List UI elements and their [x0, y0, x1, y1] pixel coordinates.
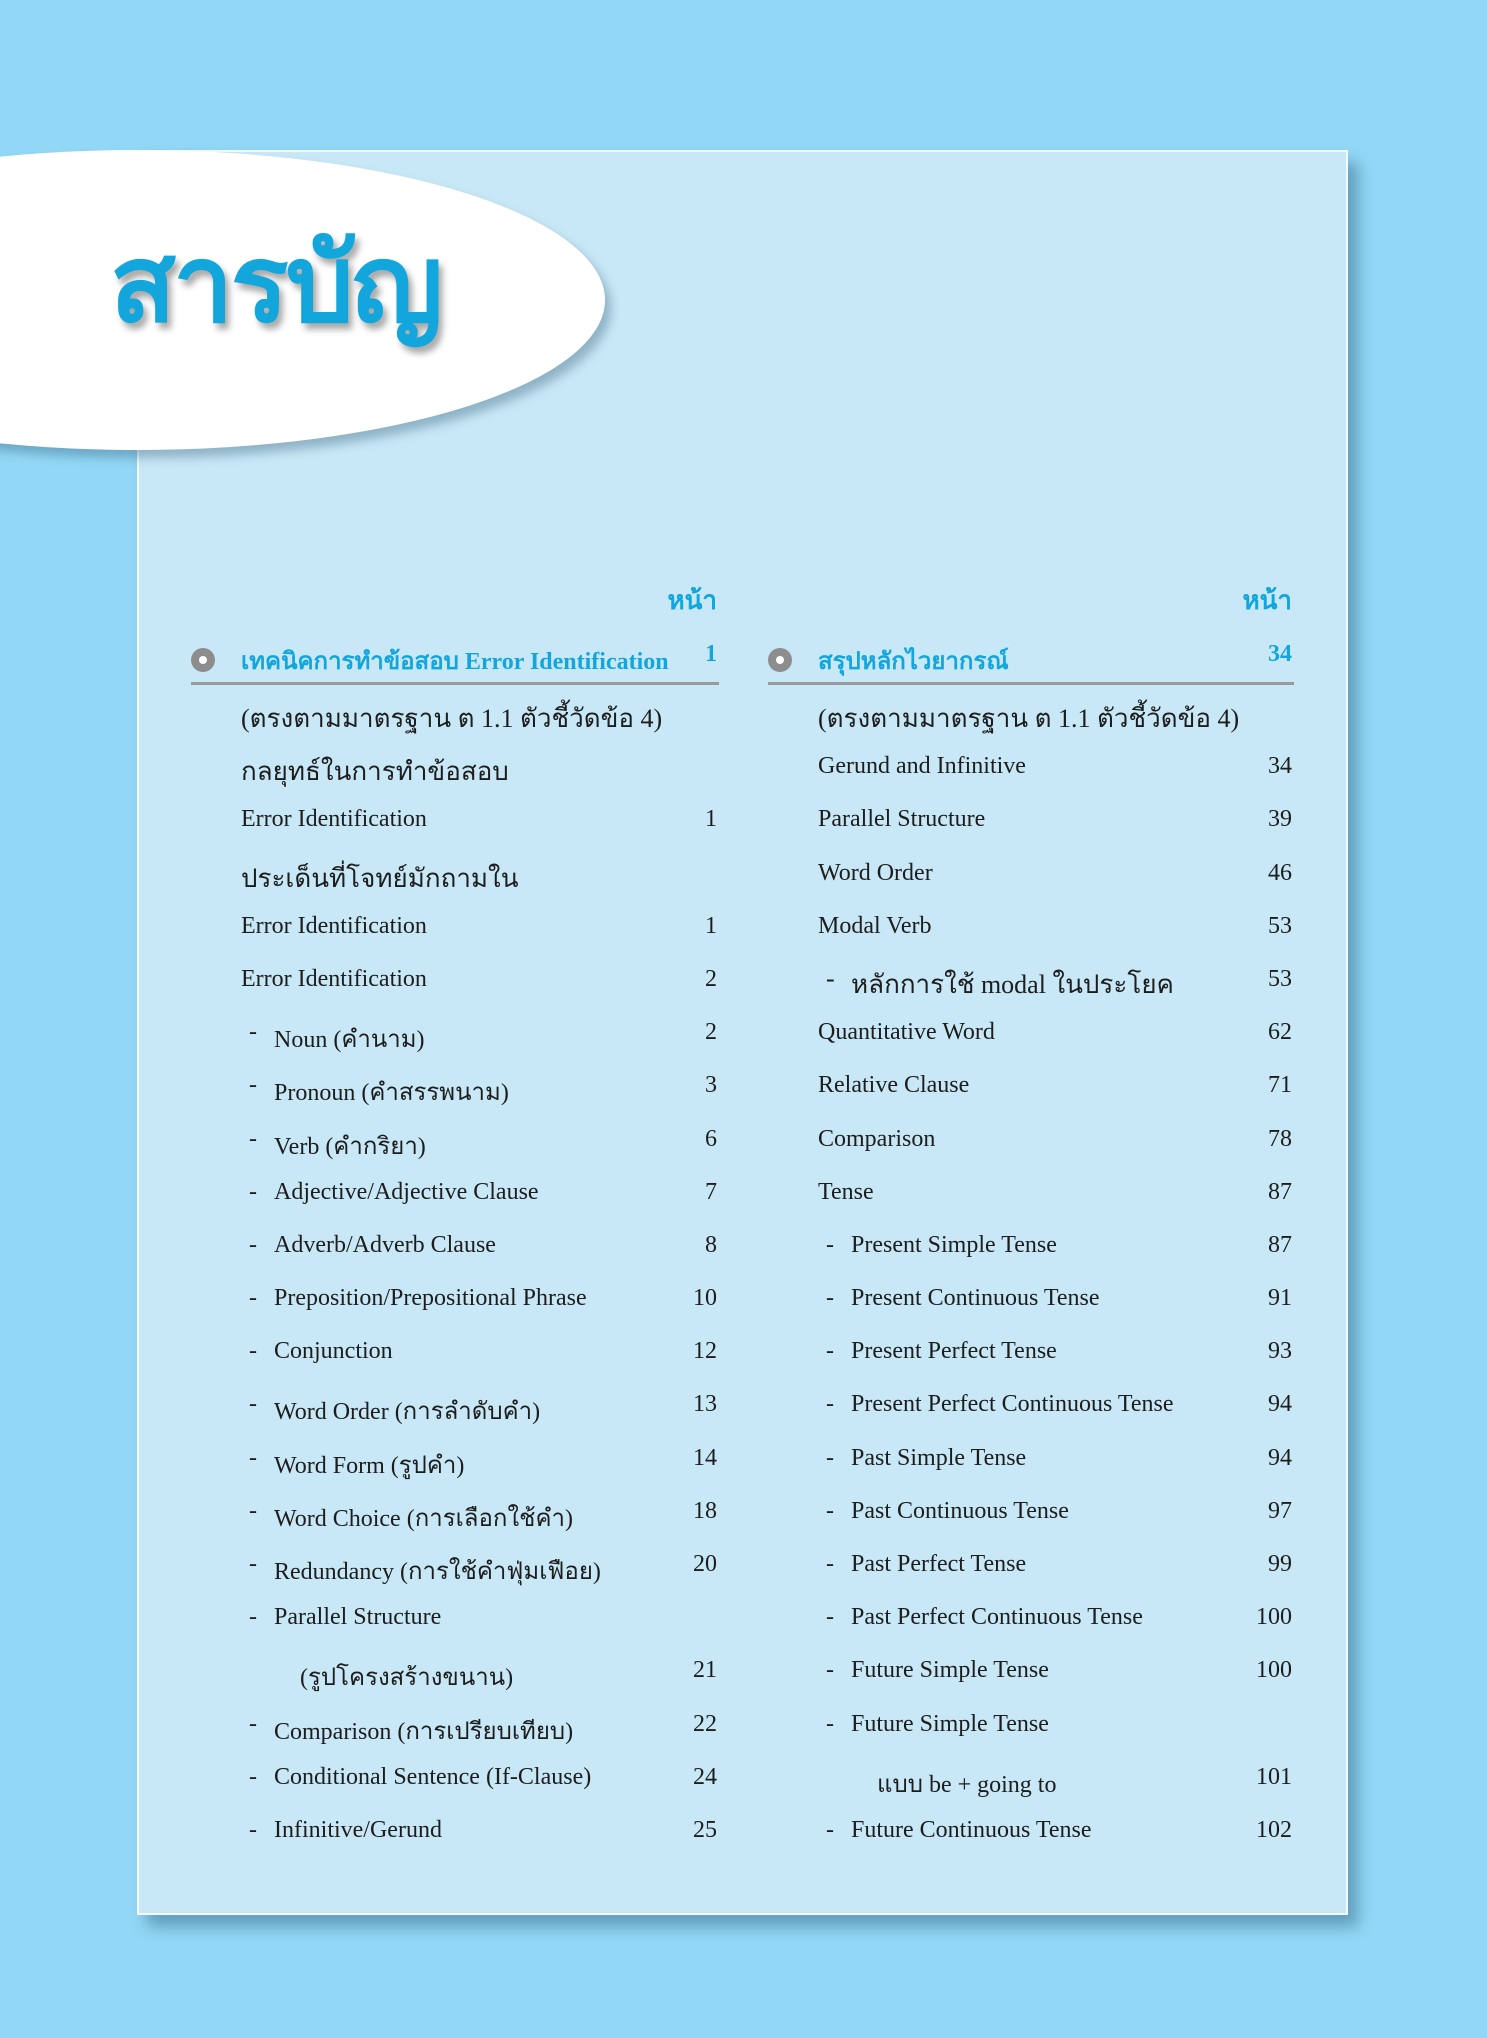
entry-label: - Infinitive/Gerund	[274, 1817, 442, 1844]
toc-entry[interactable]	[191, 848, 719, 901]
section-page: 34	[1268, 641, 1292, 667]
entry-page: 13	[693, 1391, 717, 1418]
toc-entry[interactable]	[191, 1167, 719, 1220]
entry-label: Relative Clause	[818, 1072, 970, 1099]
toc-entry[interactable]	[768, 741, 1294, 794]
toc-entry[interactable]	[768, 1805, 1294, 1858]
entry-label: Modal Verb	[818, 912, 932, 939]
toc-entry[interactable]	[191, 1220, 719, 1273]
entry-label: - Future Continuous Tense	[851, 1817, 1092, 1844]
toc-entry[interactable]	[768, 1645, 1294, 1698]
toc-entry[interactable]	[191, 1645, 719, 1698]
toc-entry[interactable]	[768, 1114, 1294, 1167]
entry-label: (ตรงตามมาตรฐาน ต 1.1 ตัวชี้วัดข้อ 4)	[818, 704, 1240, 733]
entry-label: - หลักการใช้ modal ในประโยค	[851, 964, 1174, 1005]
toc-entry[interactable]	[191, 794, 719, 847]
entry-label: - Preposition/Prepositional Phrase	[274, 1285, 587, 1312]
entry-page: 20	[693, 1551, 717, 1577]
entry-page: 53	[1268, 965, 1292, 992]
toc-entry[interactable]	[191, 1592, 719, 1645]
entry-page: 7	[705, 1178, 717, 1205]
entry-page: 78	[1268, 1125, 1292, 1152]
entry-page: 2	[705, 1019, 717, 1046]
entry-label: - Pronoun (คำสรรพนาม)	[274, 1072, 509, 1111]
entry-label: - Past Simple Tense	[851, 1445, 1026, 1472]
entry-page: 91	[1268, 1285, 1292, 1312]
section-title: เทคนิคการทำข้อสอบ Error Identification	[241, 649, 669, 675]
toc-entry[interactable]	[768, 1326, 1294, 1379]
entry-label: - Adverb/Adverb Clause	[274, 1232, 496, 1259]
toc-entry[interactable]	[191, 688, 719, 741]
toc-entry[interactable]	[768, 1379, 1294, 1432]
entry-label: - Word Choice (การเลือกใช้คำ)	[274, 1498, 573, 1537]
entry-page: 71	[1268, 1072, 1292, 1099]
entry-label: - Future Simple Tense	[851, 1711, 1049, 1738]
entry-page: 93	[1268, 1338, 1292, 1365]
entry-page: 6	[705, 1125, 717, 1152]
entry-label: - Present Continuous Tense	[851, 1285, 1100, 1312]
entry-label: Gerund and Infinitive	[818, 753, 1026, 780]
toc-entry[interactable]	[768, 794, 1294, 847]
toc-entry[interactable]	[191, 1433, 719, 1486]
toc-entry[interactable]	[768, 1486, 1294, 1539]
entry-page: 100	[1256, 1604, 1292, 1631]
toc-entry[interactable]	[191, 1114, 719, 1167]
entry-label: - Redundancy (การใช้คำฟุ่มเฟือย)	[274, 1551, 601, 1590]
entry-label: (ตรงตามมาตรฐาน ต 1.1 ตัวชี้วัดข้อ 4)	[241, 704, 663, 733]
entry-page: 24	[693, 1763, 717, 1790]
toc-entry[interactable]	[191, 741, 719, 794]
bullet-icon	[768, 648, 792, 672]
toc-entry[interactable]	[191, 1805, 719, 1858]
entry-label: Tense	[818, 1178, 874, 1205]
entry-page: 18	[693, 1497, 717, 1524]
entry-page: 25	[693, 1816, 717, 1843]
toc-entry[interactable]	[768, 1060, 1294, 1113]
entry-page: 100	[1256, 1657, 1292, 1684]
toc-entry[interactable]	[191, 1699, 719, 1752]
entry-label: Error Identification	[241, 806, 427, 833]
entry-label: - Present Perfect Tense	[851, 1338, 1057, 1365]
toc-entry[interactable]	[191, 1539, 719, 1592]
toc-entry[interactable]	[768, 1752, 1294, 1805]
toc-entry[interactable]	[768, 1167, 1294, 1220]
toc-entry[interactable]	[768, 848, 1294, 901]
entry-page: 2	[705, 965, 717, 992]
entry-label: - Verb (คำกริยา)	[274, 1126, 426, 1165]
entry-label: - Parallel Structure	[274, 1604, 441, 1631]
entry-label: - Adjective/Adjective Clause	[274, 1179, 539, 1206]
toc-entry[interactable]	[768, 1220, 1294, 1273]
entry-page: 39	[1268, 806, 1292, 833]
entry-page: 21	[693, 1657, 717, 1684]
entry-label: - Past Continuous Tense	[851, 1498, 1069, 1525]
entry-page: 94	[1268, 1444, 1292, 1471]
toc-entry[interactable]	[768, 1592, 1294, 1645]
entry-label: - Comparison (การเปรียบเทียบ)	[274, 1711, 573, 1750]
entry-page: 3	[705, 1072, 717, 1099]
section-page: 1	[705, 641, 717, 667]
toc-entry[interactable]	[191, 1273, 719, 1326]
toc-entry[interactable]	[191, 1486, 719, 1539]
entry-page: 101	[1256, 1763, 1292, 1790]
entry-label: Parallel Structure	[818, 806, 986, 833]
toc-entry[interactable]	[768, 688, 1294, 741]
toc-entry[interactable]	[191, 1326, 719, 1379]
toc-entry[interactable]	[191, 1060, 719, 1113]
entry-page: 10	[693, 1285, 717, 1312]
toc-entry[interactable]	[768, 1007, 1294, 1060]
toc-entry[interactable]	[191, 954, 719, 1007]
entry-label: - Present Simple Tense	[851, 1232, 1057, 1259]
entry-label: - Future Simple Tense	[851, 1657, 1049, 1684]
entry-page: 22	[693, 1710, 717, 1737]
entry-label: Error Identification	[241, 965, 427, 992]
entry-label: - Conjunction	[274, 1338, 393, 1365]
entry-label: Quantitative Word	[818, 1019, 995, 1046]
entry-label: - Noun (คำนาม)	[274, 1019, 425, 1058]
entry-page: 12	[693, 1338, 717, 1365]
entry-label: - Past Perfect Tense	[851, 1551, 1026, 1578]
toc-entry[interactable]	[768, 1433, 1294, 1486]
section-header[interactable]	[191, 633, 719, 685]
entry-label: - Present Perfect Continuous Tense	[851, 1391, 1174, 1418]
page-title: สารบัญ	[110, 222, 441, 347]
entry-label: - Word Order (การลำดับคำ)	[274, 1391, 540, 1430]
entry-label: (รูปโครงสร้างขนาน)	[300, 1665, 514, 1692]
toc-entry[interactable]	[768, 954, 1294, 1007]
entry-page: 87	[1268, 1231, 1292, 1258]
entry-page: 87	[1268, 1178, 1292, 1205]
entry-page: 99	[1268, 1551, 1292, 1577]
toc-entry[interactable]	[768, 1539, 1294, 1592]
entry-label: Error Identification	[241, 912, 427, 939]
toc-entry[interactable]	[768, 901, 1294, 954]
entry-label: - Conditional Sentence (If-Clause)	[274, 1764, 591, 1791]
entry-page: 46	[1268, 859, 1292, 886]
entry-label: - Word Form (รูปคำ)	[274, 1445, 464, 1484]
entry-label: Comparison	[818, 1125, 936, 1152]
entry-page: 62	[1268, 1019, 1292, 1046]
entry-label: - Past Perfect Continuous Tense	[851, 1604, 1143, 1631]
toc-entry[interactable]	[191, 901, 719, 954]
toc-entry[interactable]	[191, 1752, 719, 1805]
entry-page: 102	[1256, 1816, 1292, 1843]
toc-entry[interactable]	[191, 1007, 719, 1060]
toc-entry[interactable]	[768, 1699, 1294, 1752]
entry-page: 8	[705, 1231, 717, 1258]
toc-entry[interactable]	[768, 1273, 1294, 1326]
bullet-icon	[191, 648, 215, 672]
page-column-label: หน้า	[667, 586, 717, 615]
section-header[interactable]	[768, 633, 1294, 685]
entry-page: 14	[693, 1444, 717, 1471]
page-column-label: หน้า	[1242, 586, 1292, 615]
entry-page: 1	[705, 912, 717, 939]
section-title: สรุปหลักไวยากรณ์	[818, 649, 1009, 675]
entry-label: กลยุทธ์ในการทำข้อสอบ	[241, 757, 509, 787]
entry-page: 1	[705, 806, 717, 833]
entry-label: ประเด็นที่โจทย์มักถามใน	[241, 863, 519, 893]
entry-page: 97	[1268, 1497, 1292, 1524]
entry-page: 34	[1268, 753, 1292, 780]
toc-entry[interactable]	[191, 1379, 719, 1432]
entry-page: 94	[1268, 1391, 1292, 1418]
entry-label: แบบ be + going to	[877, 1771, 1057, 1798]
entry-label: Word Order	[818, 859, 933, 886]
entry-page: 53	[1268, 912, 1292, 939]
